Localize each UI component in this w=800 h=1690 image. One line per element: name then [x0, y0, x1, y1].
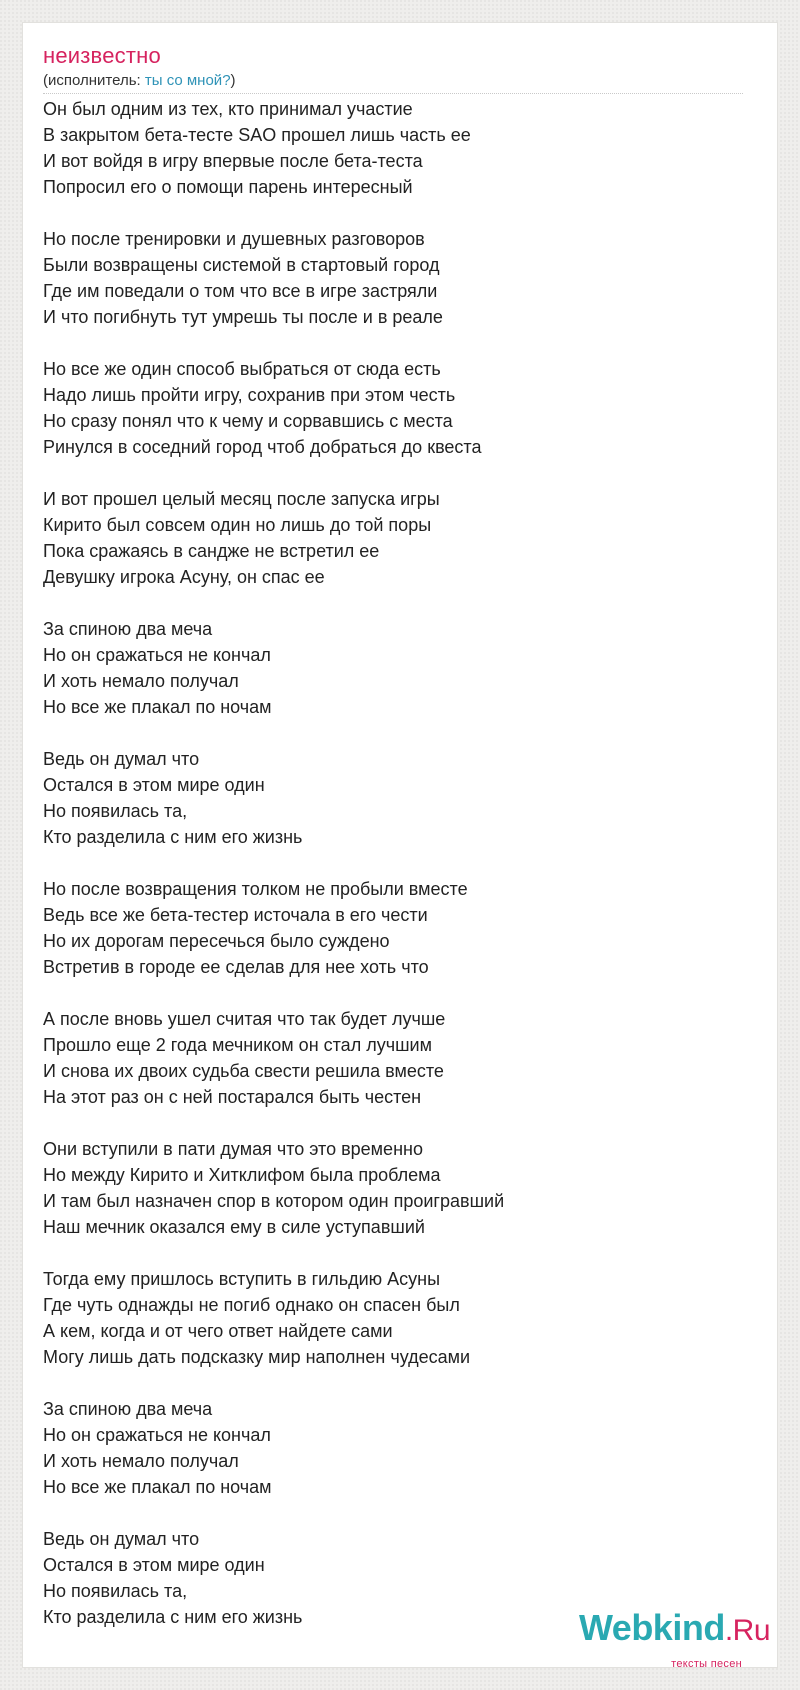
lyrics-stanza: [43, 486, 743, 590]
lyric-line: И вот прошел целый месяц после запуска игры: [43, 489, 440, 509]
lyric-line: Но он сражаться не кончал: [43, 645, 271, 665]
lyric-line: Прошло еще 2 года мечником он стал лучшим: [43, 1035, 432, 1055]
lyric-line: И хоть немало получал: [43, 671, 239, 691]
lyric-line: Кто разделила с ним его жизнь: [43, 1607, 303, 1627]
lyric-line: Были возвращены системой в стартовый город: [43, 255, 440, 275]
artist-line: [43, 73, 236, 88]
lyric-line: Но сразу понял что к чему и сорвавшись с места: [43, 411, 453, 431]
lyric-line: Они вступили в пати думая что это временно: [43, 1139, 423, 1159]
lyrics-stanza: [43, 1006, 743, 1110]
lyric-line: Попросил его о помощи парень интересный: [43, 177, 413, 197]
artist-link[interactable]: ты со мной?: [144, 72, 231, 89]
lyric-line: Где им поведали о том что все в игре застряли: [43, 281, 438, 301]
artist-suffix: ): [230, 72, 236, 89]
logo-main: [579, 1607, 770, 1648]
lyric-line: Остался в этом мире один: [43, 775, 265, 795]
lyrics-body: [43, 96, 743, 1630]
artist-prefix: (исполнитель:: [43, 72, 145, 89]
lyric-line: За спиною два меча: [43, 619, 213, 639]
lyrics-card: [22, 22, 778, 1668]
logo-tagline: тексты песен: [671, 1658, 742, 1670]
lyric-line: Но он сражаться не кончал: [43, 1425, 271, 1445]
lyric-line: В закрытом бета-тесте SAO прошел лишь часть ее: [43, 125, 471, 145]
lyric-line: На этот раз он с ней постарался быть честен: [43, 1087, 422, 1107]
lyric-line: Надо лишь пройти игру, сохранив при этом честь: [43, 385, 456, 405]
lyrics-stanza: [43, 876, 743, 980]
title-divider: [43, 93, 743, 94]
lyric-line: Девушку игрока Асуну, он спас ее: [43, 567, 325, 587]
lyrics-stanza: [43, 226, 743, 330]
lyrics-stanza: [43, 96, 743, 200]
lyric-line: Ведь он думал что: [43, 749, 200, 769]
webkind-logo[interactable]: [578, 1607, 770, 1648]
lyric-line: Наш мечник оказался ему в силе уступавший: [43, 1217, 425, 1237]
lyric-line: А кем, когда и от чего ответ найдете сами: [43, 1321, 393, 1341]
lyric-line: Ринулся в соседний город чтоб добраться до квеста: [43, 437, 482, 457]
lyric-line: Пока сражаясь в сандже не встретил ее: [43, 541, 380, 561]
lyric-line: Но после возвращения толком не пробыли вместе: [43, 879, 468, 899]
lyric-line: Но их дорогам пересечься было суждено: [43, 931, 390, 951]
lyric-line: Но появилась та,: [43, 1581, 188, 1601]
lyric-line: Могу лишь дать подсказку мир наполнен чудесами: [43, 1347, 471, 1367]
lyrics-stanza: [43, 1136, 743, 1240]
lyric-line: Тогда ему пришлось вступить в гильдию Асуны: [43, 1269, 441, 1289]
lyric-line: Но все же один способ выбраться от сюда есть: [43, 359, 441, 379]
lyric-line: И хоть немало получал: [43, 1451, 239, 1471]
lyric-line: И что погибнуть тут умрешь ты после и в реале: [43, 307, 443, 327]
lyric-line: Но все же плакал по ночам: [43, 697, 272, 717]
lyric-line: Встретив в городе ее сделав для нее хоть что: [43, 957, 429, 977]
song-title: неизвестно: [43, 43, 161, 68]
lyric-line: И снова их двоих судьба свести решила вместе: [43, 1061, 444, 1081]
lyric-line: Он был одним из тех, кто принимал участие: [43, 99, 413, 119]
logo-word: Webkind: [578, 1607, 725, 1648]
logo-domain: .Ru: [724, 1614, 770, 1647]
lyric-line: И вот войдя в игру впервые после бета-теста: [43, 151, 423, 171]
lyric-line: А после вновь ушел считая что так будет лучше: [43, 1009, 446, 1029]
lyrics-stanza: [43, 616, 743, 720]
lyric-line: Где чуть однажды не погиб однако он спасен был: [43, 1295, 460, 1315]
lyrics-stanza: [43, 746, 743, 850]
lyric-line: Ведь он думал что: [43, 1529, 200, 1549]
lyrics-stanza: [43, 356, 743, 460]
lyric-line: Кирито был совсем один но лишь до той поры: [43, 515, 432, 535]
lyric-line: И там был назначен спор в котором один проигравший: [43, 1191, 505, 1211]
lyric-line: Но после тренировки и душевных разговоров: [43, 229, 425, 249]
lyrics-stanza: [43, 1396, 743, 1500]
lyric-line: За спиною два меча: [43, 1399, 213, 1419]
lyric-line: Ведь все же бета-тестер источала в его чести: [43, 905, 428, 925]
lyric-line: Остался в этом мире один: [43, 1555, 265, 1575]
lyric-line: Но все же плакал по ночам: [43, 1477, 272, 1497]
lyric-line: Но появилась та,: [43, 801, 188, 821]
lyric-line: Кто разделила с ним его жизнь: [43, 827, 303, 847]
lyrics-stanza: [43, 1266, 743, 1370]
lyric-line: Но между Кирито и Хитклифом была проблема: [43, 1165, 441, 1185]
